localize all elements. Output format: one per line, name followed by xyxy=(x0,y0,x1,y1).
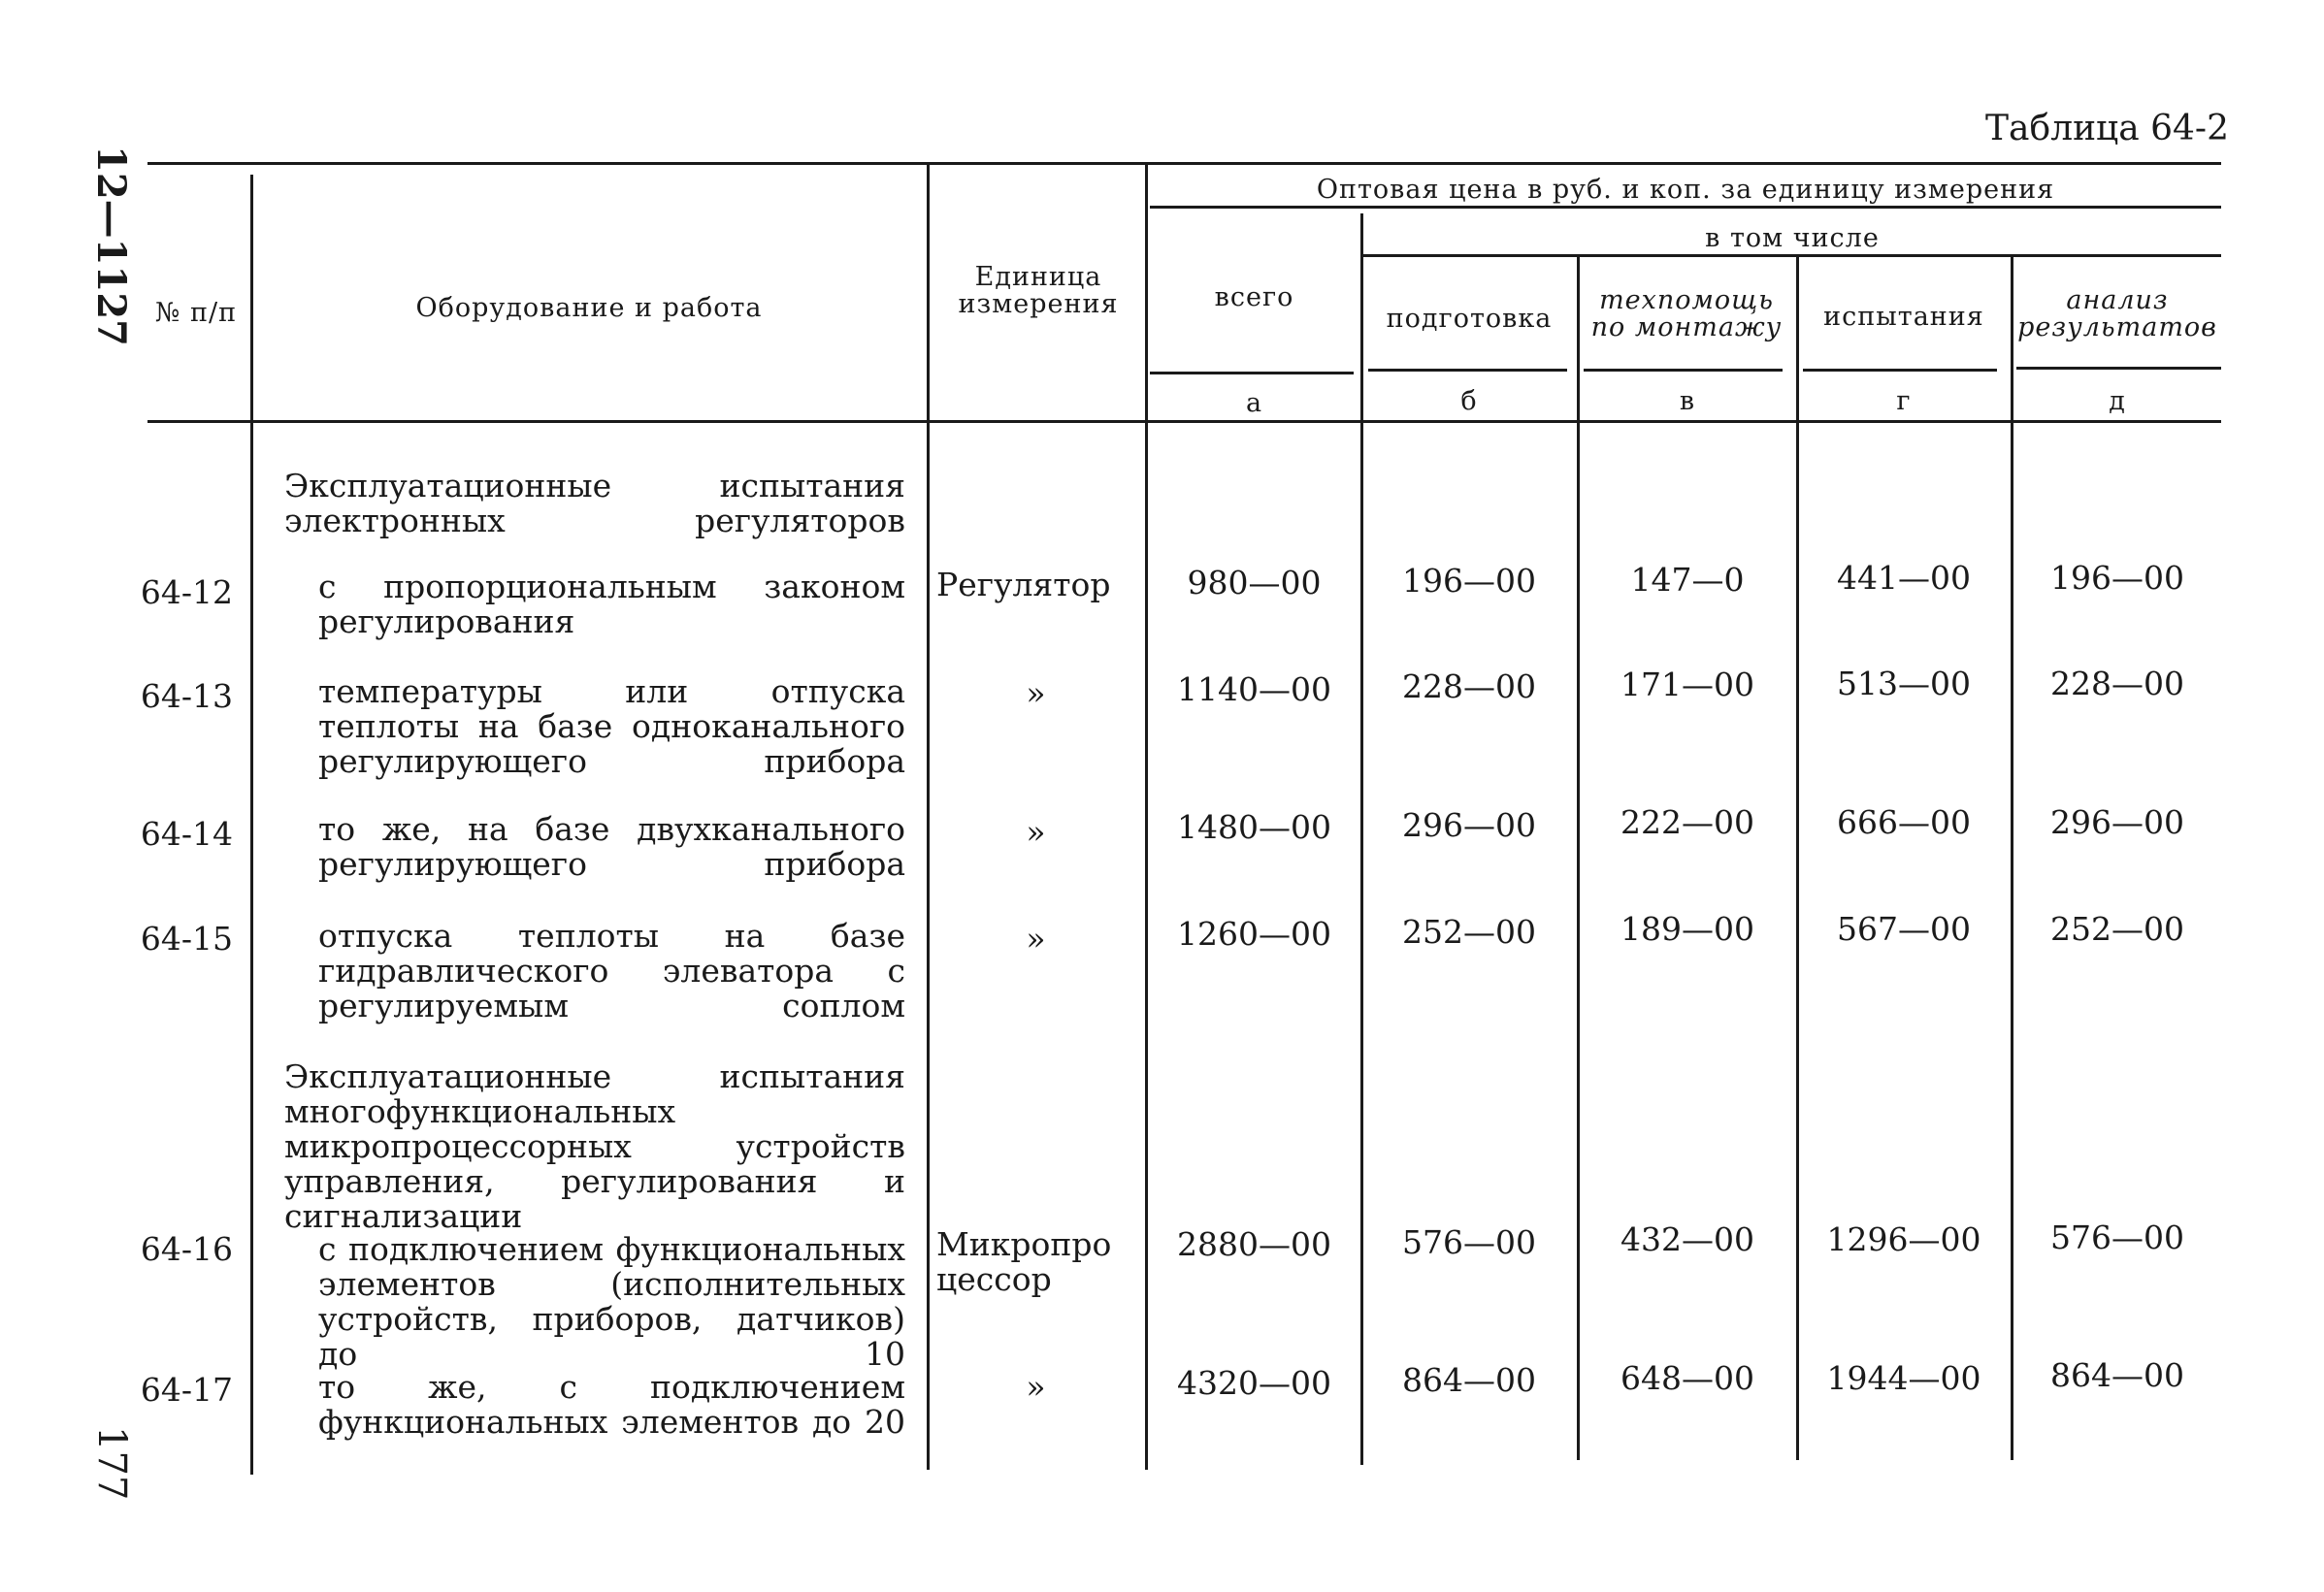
row-tech: 432—00 xyxy=(1620,1220,1754,1258)
letters-rule-e xyxy=(2016,367,2221,370)
row-number: 64-13 xyxy=(140,677,233,715)
header-col-prep: подготовка xyxy=(1386,304,1553,334)
page-number: 177 xyxy=(89,1426,134,1501)
row-description: с пропорциональным законом регулирования xyxy=(318,568,905,640)
row-number: 64-14 xyxy=(140,815,233,853)
margin-code: 12—1127 xyxy=(88,146,134,346)
row-number: 64-12 xyxy=(140,573,233,611)
section-title: Эксплуатационные испытания электронных регуляторов xyxy=(284,467,905,539)
letters-rule-d xyxy=(1803,369,1997,372)
row-tech: 648—00 xyxy=(1620,1359,1754,1397)
section-title: Эксплуатационные испытания многофункциональных микропроцессорных устройств управления, регулирования и сигнализации xyxy=(284,1057,905,1235)
row-description: температуры или отпуска теплоты на базе одноканального регулирующего прибора xyxy=(318,672,905,780)
row-test: 1296—00 xyxy=(1826,1220,1981,1258)
price-group-rule xyxy=(1150,206,2221,209)
letter-c: в xyxy=(1679,386,1696,416)
letter-d: г xyxy=(1896,386,1912,416)
row-test: 567—00 xyxy=(1837,910,1971,948)
row-prep: 576—00 xyxy=(1402,1223,1536,1261)
header-col-tech: техпомощь по монтажу xyxy=(1590,285,1783,342)
row-unit: » xyxy=(1026,674,1046,712)
row-unit: Регулятор xyxy=(936,566,1111,603)
header-price-group: Оптовая цена в руб. и коп. за единицу измерения xyxy=(1316,175,2055,205)
col-divider-7 xyxy=(2011,257,2013,1460)
letter-b: б xyxy=(1460,386,1478,416)
row-number: 64-15 xyxy=(140,920,233,958)
row-analysis: 576—00 xyxy=(2050,1218,2184,1256)
letter-e: д xyxy=(2109,386,2126,416)
row-unit: » xyxy=(1026,1368,1046,1406)
col-divider-3 xyxy=(1145,165,1148,1470)
row-tech: 171—00 xyxy=(1620,666,1754,703)
row-total: 2880—00 xyxy=(1177,1225,1331,1263)
row-total: 4320—00 xyxy=(1177,1364,1331,1402)
col-divider-5 xyxy=(1577,257,1580,1460)
header-col-num: № п/п xyxy=(154,298,238,328)
row-analysis: 864—00 xyxy=(2050,1356,2184,1394)
row-description: отпуска теплоты на базе гидравлического элеватора с регулируемым соплом xyxy=(318,917,905,1024)
row-unit: » xyxy=(1026,920,1046,958)
row-test: 1944—00 xyxy=(1826,1359,1981,1397)
row-prep: 228—00 xyxy=(1402,667,1536,705)
header-top-rule xyxy=(147,162,2221,165)
header-col-equipment: Оборудование и работа xyxy=(415,293,763,323)
row-total: 1140—00 xyxy=(1177,670,1331,708)
row-number: 64-17 xyxy=(140,1371,233,1409)
header-bottom-rule xyxy=(147,420,2221,423)
row-description: то же, на базе двухканального регулирующего прибора xyxy=(318,810,905,883)
table-title: Таблица 64-2 xyxy=(1985,109,2229,148)
header-col-analysis: анализ результатов xyxy=(2017,285,2217,342)
row-total: 1260—00 xyxy=(1177,915,1331,953)
col-divider-1 xyxy=(250,175,253,1475)
row-test: 666—00 xyxy=(1837,803,1971,841)
row-prep: 296—00 xyxy=(1402,806,1536,844)
header-col-unit: Единица измерения xyxy=(958,262,1119,319)
letters-rule-c xyxy=(1584,369,1783,372)
row-prep: 252—00 xyxy=(1402,913,1536,951)
row-tech: 147—0 xyxy=(1630,561,1745,599)
row-analysis: 196—00 xyxy=(2050,559,2184,597)
row-description: с подключением функциональных элементов (исполнительных устройств, приборов, датчиков) до 10 xyxy=(318,1230,905,1373)
row-analysis: 252—00 xyxy=(2050,910,2184,948)
letters-rule-a xyxy=(1150,372,1354,374)
row-analysis: 228—00 xyxy=(2050,665,2184,702)
row-test: 441—00 xyxy=(1837,559,1971,597)
header-col-test: испытания xyxy=(1823,302,1984,332)
col-divider-6 xyxy=(1796,257,1799,1460)
col-divider-2 xyxy=(927,165,930,1470)
row-description: то же, с подключением функциональных элементов до 20 xyxy=(318,1368,905,1441)
row-unit: Микропроцессор xyxy=(936,1225,1112,1298)
row-total: 980—00 xyxy=(1187,564,1322,601)
row-prep: 196—00 xyxy=(1402,562,1536,600)
row-prep: 864—00 xyxy=(1402,1361,1536,1399)
row-unit: » xyxy=(1026,813,1046,851)
header-including: в том числе xyxy=(1705,223,1880,253)
row-analysis: 296—00 xyxy=(2050,803,2184,841)
row-number: 64-16 xyxy=(140,1230,233,1268)
including-rule xyxy=(1363,254,2221,257)
header-col-total: всего xyxy=(1214,282,1294,312)
row-tech: 222—00 xyxy=(1620,803,1754,841)
row-test: 513—00 xyxy=(1837,665,1971,702)
row-tech: 189—00 xyxy=(1620,910,1754,948)
row-total: 1480—00 xyxy=(1177,808,1331,846)
letters-rule-b xyxy=(1368,369,1567,372)
letter-a: а xyxy=(1245,388,1263,418)
